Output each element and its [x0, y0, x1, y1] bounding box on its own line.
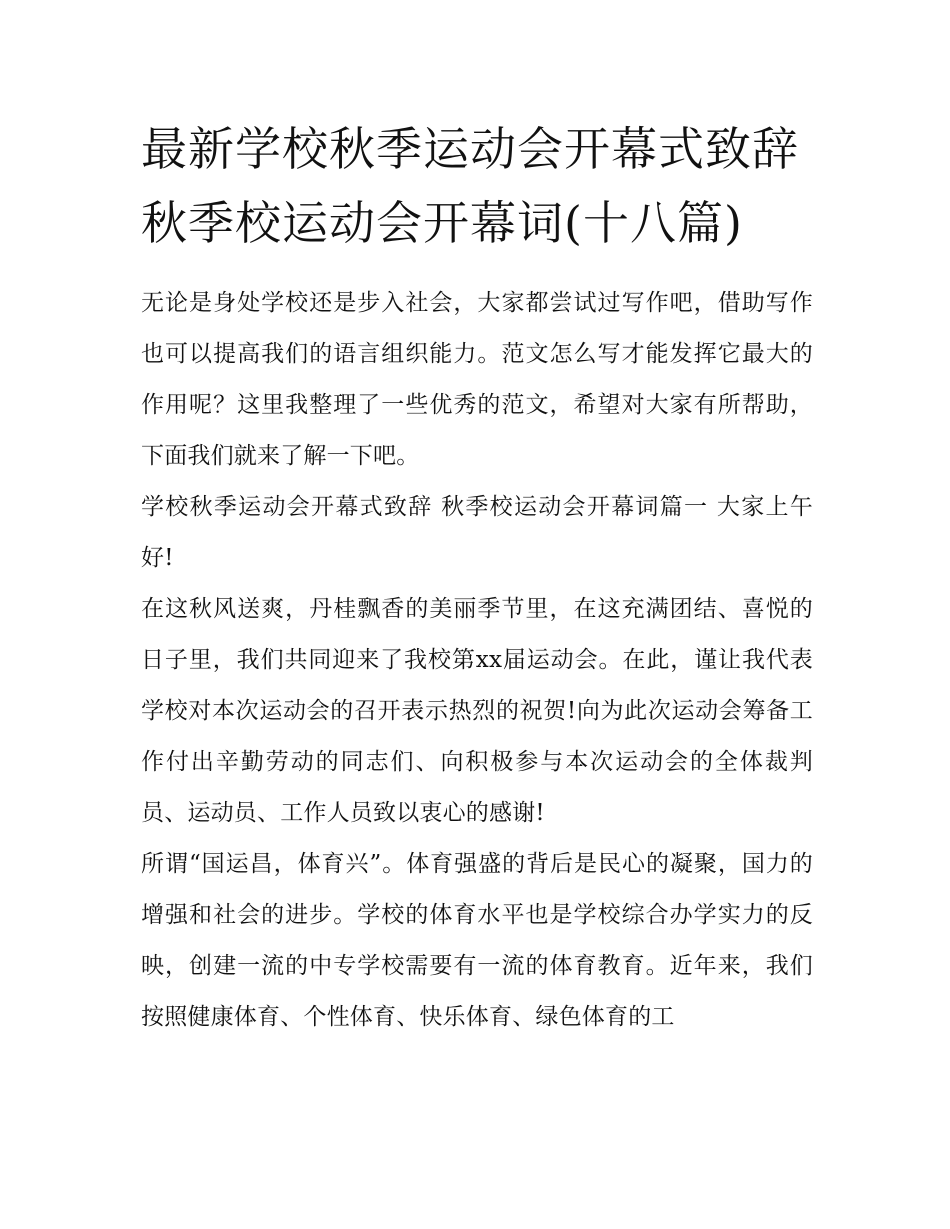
paragraph-intro: 无论是身处学校还是步入社会，大家都尝试过写作吧，借助写作也可以提高我们的语言组织能力。范文怎么写才能发挥它最大的作用呢？这里我整理了一些优秀的范文，希望对大家有所帮助，下面我们就来了解一下吧。: [141, 290, 813, 469]
paragraph-section-heading: 学校秋季运动会开幕式致辞 秋季校运动会开幕词篇一 大家上午好!: [141, 494, 813, 571]
document-page: [141, 112, 813, 1043]
paragraph-sports-body: 所谓“国运昌，体育兴”。体育强盛的背后是民心的凝聚，国力的增强和社会的进步。学校的体育水平也是学校综合办学实力的反映，创建一流的中专学校需要有一流的体育教育。近年来，我们按照健康体育、个性体育、快乐体育、绿色体育的工: [141, 851, 813, 1030]
paragraph-greeting-body: 在这秋风送爽，丹桂飘香的美丽季节里，在这充满团结、喜悦的日子里，我们共同迎来了我校第xx届运动会。在此，谨让我代表学校对本次运动会的召开表示热烈的祝贺!向为此次运动会筹备工作付出辛勤劳动的同志们、向积极参与本次运动会的全体裁判员、运动员、工作人员致以衷心的感谢!: [141, 596, 813, 826]
document-title: 最新学校秋季运动会开幕式致辞 秋季校运动会开幕词(十八篇): [141, 122, 799, 250]
